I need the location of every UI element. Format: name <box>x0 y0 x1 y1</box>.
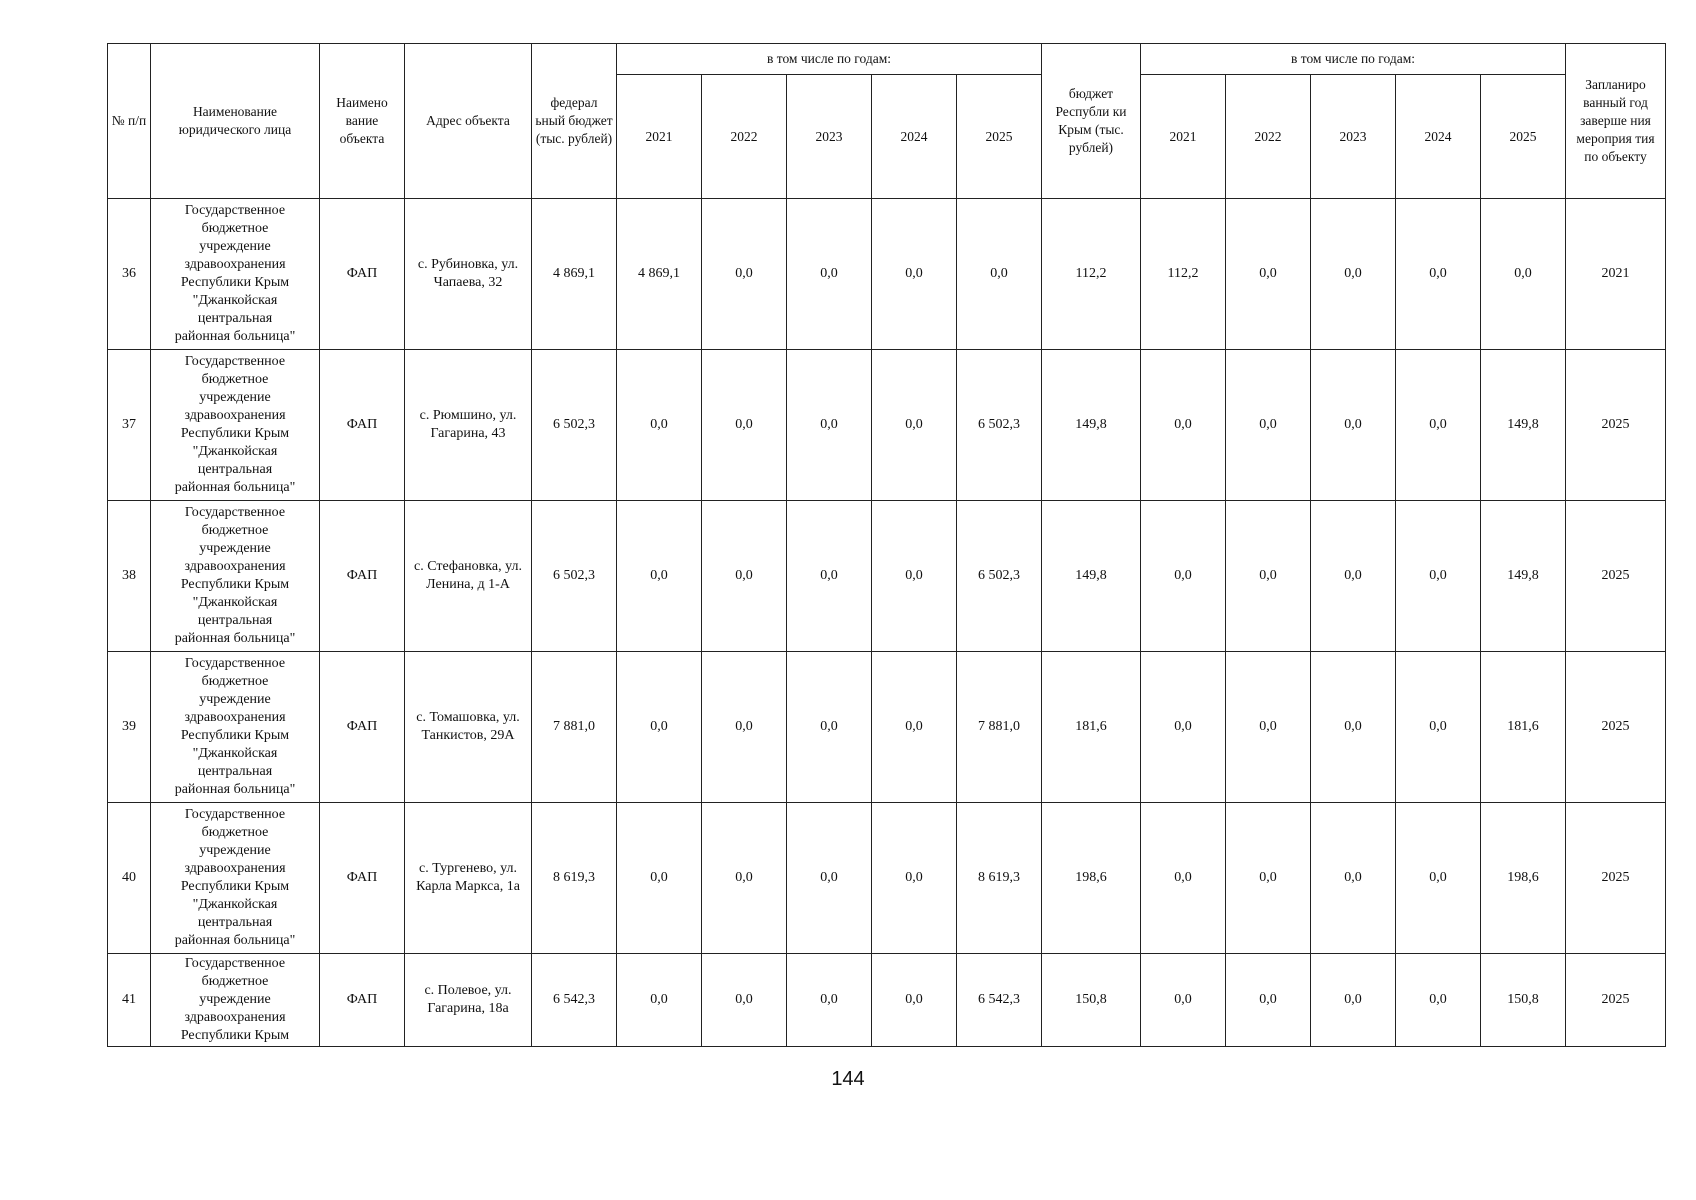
org-name-line: Республики Крым <box>180 577 290 592</box>
planned-year: 2021 <box>1566 199 1666 350</box>
regional-year-value: 0,0 <box>1311 199 1396 350</box>
object-address: с. Томашовка, ул. Танкистов, 29А <box>405 652 532 803</box>
org-name-line: центральная <box>197 613 273 628</box>
federal-year-value: 6 542,3 <box>957 954 1042 1047</box>
row-num: 36 <box>108 199 151 350</box>
regional-year-value: 181,6 <box>1481 652 1566 803</box>
header-year: 2025 <box>957 75 1042 199</box>
org-name <box>151 199 320 350</box>
planned-year: 2025 <box>1566 501 1666 652</box>
object-name: ФАП <box>320 803 405 954</box>
table-row <box>108 501 1666 652</box>
regional-year-value: 198,6 <box>1481 803 1566 954</box>
federal-year-value: 6 502,3 <box>957 350 1042 501</box>
planned-year: 2025 <box>1566 954 1666 1047</box>
federal-year-value: 0,0 <box>702 652 787 803</box>
regional-year-value: 0,0 <box>1226 350 1311 501</box>
org-name-line: бюджетное <box>201 221 269 236</box>
org-name <box>151 501 320 652</box>
org-name-line: здравоохранения <box>184 1010 286 1025</box>
org-name-line: Государственное <box>184 203 286 218</box>
regional-year-value: 0,0 <box>1141 954 1226 1047</box>
federal-year-value: 0,0 <box>787 501 872 652</box>
header-year: 2021 <box>1141 75 1226 199</box>
header-federal: федерал ьный бюджет (тыс. рублей) <box>532 44 617 199</box>
row-num: 37 <box>108 350 151 501</box>
federal-year-value: 0,0 <box>872 803 957 954</box>
org-name-line: Республики Крым <box>180 879 290 894</box>
federal-total: 4 869,1 <box>532 199 617 350</box>
regional-year-value: 0,0 <box>1141 350 1226 501</box>
header-address: Адрес объекта <box>405 44 532 199</box>
regional-year-value: 0,0 <box>1396 954 1481 1047</box>
table-row <box>108 199 1666 350</box>
regional-total: 198,6 <box>1042 803 1141 954</box>
org-name-line: районная больница" <box>174 933 296 948</box>
federal-total: 6 502,3 <box>532 501 617 652</box>
federal-year-value: 0,0 <box>957 199 1042 350</box>
org-name-line: бюджетное <box>201 825 269 840</box>
org-name <box>151 350 320 501</box>
federal-total: 7 881,0 <box>532 652 617 803</box>
header-planned-year: Запланиро ванный год заверше ния мероприя тия по объекту <box>1566 44 1666 199</box>
federal-year-value: 0,0 <box>872 652 957 803</box>
org-name-line: здравоохранения <box>184 559 286 574</box>
object-address: с. Рюмшино, ул. Гагарина, 43 <box>405 350 532 501</box>
header-year: 2022 <box>1226 75 1311 199</box>
federal-year-value: 0,0 <box>702 350 787 501</box>
row-num: 38 <box>108 501 151 652</box>
federal-year-value: 0,0 <box>617 350 702 501</box>
federal-total: 6 542,3 <box>532 954 617 1047</box>
org-name-line: здравоохранения <box>184 257 286 272</box>
org-name-line: центральная <box>197 915 273 930</box>
federal-year-value: 0,0 <box>702 501 787 652</box>
org-name-line: Государственное <box>184 505 286 520</box>
regional-total: 150,8 <box>1042 954 1141 1047</box>
regional-total: 149,8 <box>1042 501 1141 652</box>
regional-total: 149,8 <box>1042 350 1141 501</box>
org-name-line: здравоохранения <box>184 408 286 423</box>
header-year: 2024 <box>1396 75 1481 199</box>
table-row <box>108 803 1666 954</box>
header-year: 2023 <box>787 75 872 199</box>
federal-year-value: 6 502,3 <box>957 501 1042 652</box>
regional-year-value: 0,0 <box>1226 199 1311 350</box>
federal-year-value: 0,0 <box>872 501 957 652</box>
table-row <box>108 652 1666 803</box>
org-name-line: здравоохранения <box>184 861 286 876</box>
org-name <box>151 954 320 1047</box>
federal-year-value: 0,0 <box>872 350 957 501</box>
planned-year: 2025 <box>1566 350 1666 501</box>
regional-year-value: 0,0 <box>1226 501 1311 652</box>
planned-year: 2025 <box>1566 652 1666 803</box>
header-org: Наименование юридического лица <box>151 44 320 199</box>
regional-year-value: 0,0 <box>1396 199 1481 350</box>
org-name-line: Государственное <box>184 656 286 671</box>
regional-year-value: 0,0 <box>1141 652 1226 803</box>
org-name-line: бюджетное <box>201 674 269 689</box>
object-address: с. Тургенево, ул. Карла Маркса, 1а <box>405 803 532 954</box>
federal-year-value: 0,0 <box>617 501 702 652</box>
org-name-line: "Джанкойская <box>192 746 278 761</box>
regional-year-value: 0,0 <box>1226 652 1311 803</box>
org-name-line: центральная <box>197 462 273 477</box>
regional-year-value: 0,0 <box>1396 803 1481 954</box>
regional-total: 181,6 <box>1042 652 1141 803</box>
federal-year-value: 8 619,3 <box>957 803 1042 954</box>
row-num: 39 <box>108 652 151 803</box>
org-name-line: учреждение <box>199 541 271 556</box>
federal-year-value: 0,0 <box>787 803 872 954</box>
federal-year-value: 0,0 <box>787 350 872 501</box>
table-row <box>108 954 1666 1047</box>
org-name-line: Республики Крым <box>180 275 290 290</box>
org-name-line: Государственное <box>184 354 286 369</box>
row-num: 40 <box>108 803 151 954</box>
object-address: с. Стефановка, ул. Ленина, д 1-А <box>405 501 532 652</box>
org-name-line: Республики Крым <box>180 426 290 441</box>
regional-year-value: 150,8 <box>1481 954 1566 1047</box>
org-name-line: учреждение <box>199 692 271 707</box>
regional-year-value: 0,0 <box>1226 803 1311 954</box>
org-name-line: районная больница" <box>174 782 296 797</box>
regional-year-value: 149,8 <box>1481 350 1566 501</box>
table-body <box>108 199 1666 1047</box>
federal-year-value: 4 869,1 <box>617 199 702 350</box>
table-row <box>108 350 1666 501</box>
header-year: 2023 <box>1311 75 1396 199</box>
regional-year-value: 0,0 <box>1226 954 1311 1047</box>
federal-year-value: 0,0 <box>617 652 702 803</box>
federal-year-value: 0,0 <box>787 652 872 803</box>
regional-year-value: 0,0 <box>1396 652 1481 803</box>
org-name-line: районная больница" <box>174 329 296 344</box>
row-num: 41 <box>108 954 151 1047</box>
object-name: ФАП <box>320 501 405 652</box>
regional-year-value: 0,0 <box>1396 501 1481 652</box>
regional-year-value: 0,0 <box>1481 199 1566 350</box>
org-name-line: бюджетное <box>201 523 269 538</box>
org-name-line: учреждение <box>199 992 271 1007</box>
federal-total: 6 502,3 <box>532 350 617 501</box>
page-number: 144 <box>831 1068 865 1090</box>
org-name <box>151 803 320 954</box>
org-name-line: "Джанкойская <box>192 897 278 912</box>
federal-total: 8 619,3 <box>532 803 617 954</box>
federal-year-value: 0,0 <box>787 954 872 1047</box>
object-name: ФАП <box>320 652 405 803</box>
org-name-line: учреждение <box>199 239 271 254</box>
header-year: 2021 <box>617 75 702 199</box>
object-name: ФАП <box>320 199 405 350</box>
org-name <box>151 652 320 803</box>
object-address: с. Полевое, ул. Гагарина, 18а <box>405 954 532 1047</box>
regional-year-value: 149,8 <box>1481 501 1566 652</box>
org-name-line: "Джанкойская <box>192 293 278 308</box>
regional-year-value: 0,0 <box>1311 803 1396 954</box>
org-name-line: учреждение <box>199 843 271 858</box>
org-name-line: районная больница" <box>174 480 296 495</box>
header-year: 2025 <box>1481 75 1566 199</box>
federal-year-value: 0,0 <box>702 199 787 350</box>
regional-year-value: 0,0 <box>1311 501 1396 652</box>
org-name-line: бюджетное <box>201 372 269 387</box>
regional-year-value: 0,0 <box>1141 803 1226 954</box>
header-regional: бюджет Республи ки Крым (тыс. рублей) <box>1042 44 1141 199</box>
org-name-line: Государственное <box>184 956 286 971</box>
regional-year-value: 0,0 <box>1141 501 1226 652</box>
federal-year-value: 0,0 <box>702 954 787 1047</box>
org-name-line: "Джанкойская <box>192 444 278 459</box>
header-federal-years-group: в том числе по годам: <box>617 44 1042 75</box>
federal-year-value: 0,0 <box>617 954 702 1047</box>
object-name: ФАП <box>320 954 405 1047</box>
org-name-line: центральная <box>197 764 273 779</box>
object-name: ФАП <box>320 350 405 501</box>
header-regional-years-group: в том числе по годам: <box>1141 44 1566 75</box>
org-name-line: бюджетное <box>201 974 269 989</box>
regional-total: 112,2 <box>1042 199 1141 350</box>
org-name-line: здравоохранения <box>184 710 286 725</box>
object-address: с. Рубиновка, ул. Чапаева, 32 <box>405 199 532 350</box>
federal-year-value: 0,0 <box>872 954 957 1047</box>
federal-year-value: 0,0 <box>872 199 957 350</box>
org-name-line: "Джанкойская <box>192 595 278 610</box>
federal-year-value: 0,0 <box>787 199 872 350</box>
org-name-line: районная больница" <box>174 631 296 646</box>
regional-year-value: 112,2 <box>1141 199 1226 350</box>
federal-year-value: 0,0 <box>617 803 702 954</box>
org-name-line: Республики Крым <box>180 1028 290 1043</box>
org-name-line: центральная <box>197 311 273 326</box>
regional-year-value: 0,0 <box>1311 652 1396 803</box>
org-name-line: учреждение <box>199 390 271 405</box>
federal-year-value: 7 881,0 <box>957 652 1042 803</box>
header-num: № п/п <box>108 44 151 199</box>
funding-table <box>107 43 1666 1047</box>
header-year: 2022 <box>702 75 787 199</box>
regional-year-value: 0,0 <box>1311 350 1396 501</box>
header-object-name: Наимено вание объекта <box>320 44 405 199</box>
org-name-line: Государственное <box>184 807 286 822</box>
org-name-line: Республики Крым <box>180 728 290 743</box>
federal-year-value: 0,0 <box>702 803 787 954</box>
regional-year-value: 0,0 <box>1396 350 1481 501</box>
planned-year: 2025 <box>1566 803 1666 954</box>
regional-year-value: 0,0 <box>1311 954 1396 1047</box>
header-year: 2024 <box>872 75 957 199</box>
